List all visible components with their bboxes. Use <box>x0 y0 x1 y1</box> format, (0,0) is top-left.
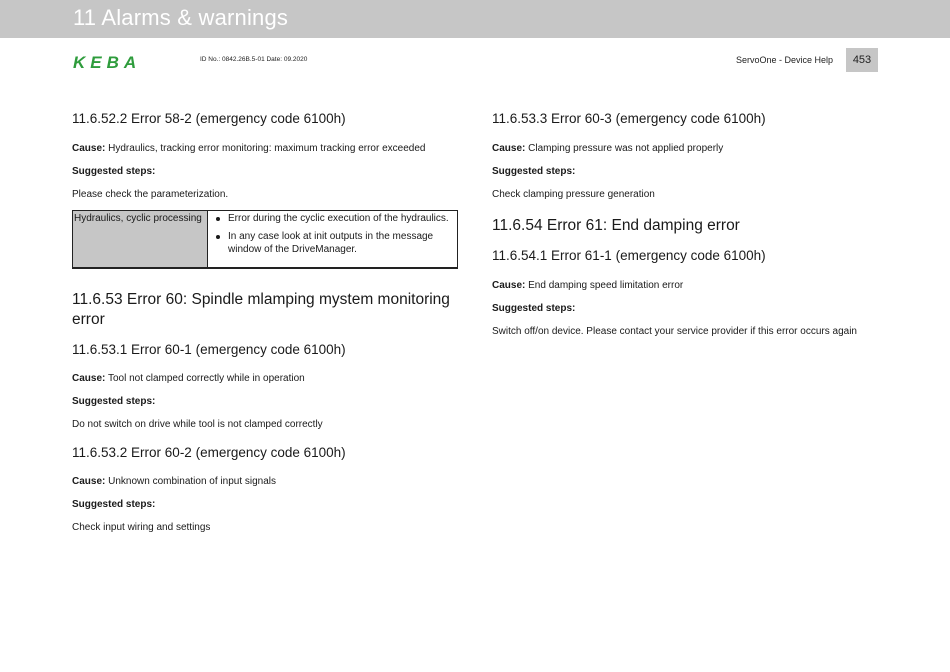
suggested-steps-label: Suggested steps: <box>492 166 576 177</box>
cause-paragraph <box>492 280 683 291</box>
list-item: Error during the cyclic execution of the hydraulics. <box>228 212 453 225</box>
cause-label: Cause: <box>72 476 106 487</box>
cause-label: Cause: <box>492 280 526 291</box>
suggested-steps-label: Suggested steps: <box>72 499 156 510</box>
heading-11-6-53-3: 11.6.53.3 Error 60-3 (emergency code 6100h) <box>492 111 766 126</box>
cause-label: Cause: <box>492 143 526 154</box>
cause-paragraph <box>72 476 276 487</box>
suggested-steps-label: Suggested steps: <box>72 166 156 177</box>
steps-text: Check clamping pressure generation <box>492 189 655 200</box>
steps-text: Switch off/on device. Please contact your service provider if this error occurs again <box>492 326 857 337</box>
cause-text: Hydraulics, tracking error monitoring: maximum tracking error exceeded <box>105 143 426 154</box>
steps-text: Check input wiring and settings <box>72 522 211 533</box>
cause-text: Tool not clamped correctly while in operation <box>105 373 305 384</box>
page-number: 453 <box>846 48 878 72</box>
heading-11-6-54-1: 11.6.54.1 Error 61-1 (emergency code 6100h) <box>492 248 766 263</box>
cause-text: Unknown combination of input signals <box>105 476 277 487</box>
cause-label: Cause: <box>72 143 106 154</box>
chapter-title: 11 Alarms & warnings <box>73 5 289 30</box>
cause-label: Cause: <box>72 373 106 384</box>
heading-11-6-53-1: 11.6.53.1 Error 60-1 (emergency code 6100h) <box>72 342 346 357</box>
heading-11-6-52-2: 11.6.52.2 Error 58-2 (emergency code 6100h) <box>72 111 346 126</box>
cause-paragraph <box>72 373 305 384</box>
cause-text: End damping speed limitation error <box>525 280 684 291</box>
hydraulics-info-table <box>72 210 458 269</box>
table-cell-bullets <box>208 211 457 267</box>
heading-11-6-53-2: 11.6.53.2 Error 60-2 (emergency code 6100h) <box>72 445 346 460</box>
suggested-steps-label: Suggested steps: <box>492 303 576 314</box>
heading-11-6-53: 11.6.53 Error 60: Spindle mlamping mystem monitoring error <box>72 291 450 328</box>
steps-text: Do not switch on drive while tool is not clamped correctly <box>72 419 323 430</box>
svg-text:KEBA: KEBA <box>73 53 142 70</box>
document-id-date: ID No.: 0842.26B.5-01 Date: 09.2020 <box>200 56 308 63</box>
list-item: In any case look at init outputs in the message window of the DriveManager. <box>228 230 453 256</box>
document-title: ServoOne - Device Help <box>735 55 833 65</box>
cause-paragraph <box>72 143 425 154</box>
suggested-steps-label: Suggested steps: <box>72 396 156 407</box>
cause-text: Clamping pressure was not applied properly <box>525 143 724 154</box>
heading-11-6-54: 11.6.54 Error 61: End damping error <box>492 217 740 234</box>
steps-text: Please check the parameterization. <box>72 189 229 200</box>
cause-paragraph <box>492 143 723 154</box>
keba-logo <box>73 53 151 70</box>
table-cell-label: Hydraulics, cyclic processing <box>73 211 208 267</box>
